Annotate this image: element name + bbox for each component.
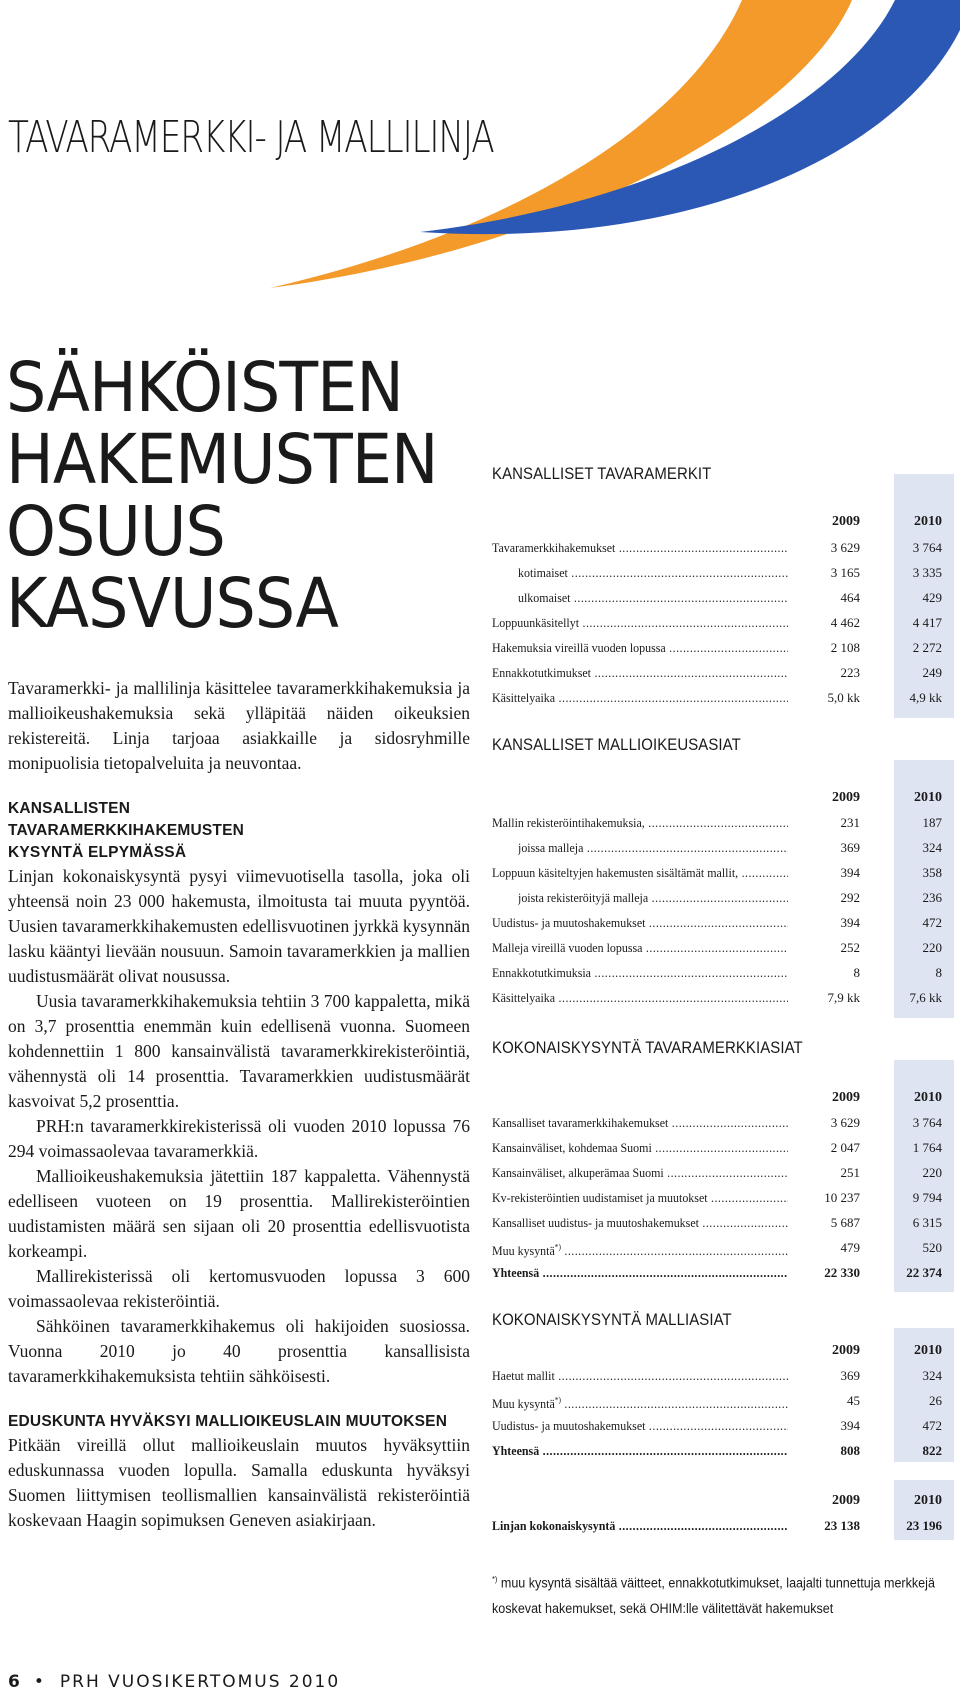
footnote-mark: *) [492, 1575, 498, 1584]
row-label-text: Muu kysyntä [492, 1396, 555, 1412]
row-label [492, 1243, 561, 1258]
year-header: 2010 [914, 514, 942, 529]
value-2009: 5,0 kk [788, 685, 860, 710]
value-2009: 223 [788, 660, 860, 685]
table-row [492, 885, 942, 910]
value-2009: 3 165 [788, 560, 860, 585]
value-2009: 369 [788, 1363, 860, 1388]
row-label: Loppuun käsiteltyjen hakemusten sisältämät mallit, [492, 865, 739, 880]
row-label: Kv-rekisteröintien uudistamiset ja muutokset [492, 1190, 708, 1205]
value-2010: 472 [922, 1418, 942, 1433]
value-2010: 324 [922, 840, 942, 855]
value-2009: 45 [788, 1388, 860, 1413]
footnote [492, 1567, 942, 1621]
row-label: Yhteensä [492, 1443, 540, 1458]
table-row [492, 1185, 942, 1210]
year-header: 2009 [788, 785, 860, 810]
value-2010: 1 764 [912, 1140, 942, 1155]
value-2010: 3 764 [912, 1115, 942, 1130]
value-2009: 231 [788, 810, 860, 835]
value-2009: 394 [788, 860, 860, 885]
value-2009: 251 [788, 1160, 860, 1185]
table-row [492, 1413, 942, 1438]
row-label: Kansalliset uudistus- ja muutoshakemukset [492, 1215, 699, 1230]
row-label: Loppuunkäsitellyt [492, 615, 580, 630]
value-2010: 220 [922, 940, 942, 955]
year-header: 2009 [788, 509, 860, 534]
value-2009: 3 629 [788, 535, 860, 560]
value-2010: 3 764 [912, 540, 942, 555]
value-2010: 324 [922, 1368, 942, 1383]
value-2010: 3 335 [912, 565, 942, 580]
headline-line: HAKEMUSTEN [6, 420, 438, 500]
publication-name: PRH VUOSIKERTOMUS 2010 [59, 1672, 341, 1692]
value-2010: 6 315 [912, 1215, 942, 1230]
year-header: 2010 [914, 790, 942, 805]
value-2009: 369 [788, 835, 860, 860]
table-row [492, 560, 942, 585]
section-heading: EDUSKUNTA HYVÄKSYI MALLIOIKEUSLAIN MUUTOKSEN [8, 1413, 448, 1430]
table-title: KOKONAISKYSYNTÄ TAVARAMERKKIASIAT [492, 1038, 803, 1057]
page-footer [8, 1672, 340, 1692]
body-column [8, 676, 470, 1533]
year-header: 2010 [914, 1493, 942, 1508]
value-2010: 9 794 [912, 1190, 942, 1205]
row-label: Käsittelyaika [492, 990, 556, 1005]
value-2010: 4,9 kk [909, 690, 942, 705]
value-2010: 26 [929, 1393, 942, 1408]
row-label: Haetut mallit [492, 1368, 555, 1383]
table-row [492, 810, 942, 835]
row-label: ulkomaiset [518, 590, 571, 605]
value-2010: 520 [922, 1240, 942, 1255]
row-label: Ennakkotutkimukset [492, 665, 592, 680]
year-header: 2009 [788, 1338, 860, 1363]
row-label-text: Muu kysyntä [492, 1243, 555, 1259]
value-2010: 187 [922, 815, 942, 830]
table-row [492, 1388, 942, 1413]
value-2009: 292 [788, 885, 860, 910]
table-row [492, 660, 942, 685]
row-label: Yhteensä [492, 1265, 540, 1280]
table-row [492, 635, 942, 660]
value-2009: 8 [788, 960, 860, 985]
row-label: Käsittelyaika [492, 690, 556, 705]
footnote-text: muu kysyntä sisältää väitteet, ennakkotutkimukset, laajalti tunnettuja merkkejä koskevat hakemukset, sekä OHIM:lle välitettävät hakemukset [492, 1575, 935, 1616]
table-row [492, 1135, 942, 1160]
value-2009: 2 047 [788, 1135, 860, 1160]
row-label: joista rekisteröityjä malleja [518, 890, 649, 905]
headline-line: OSUUS [6, 492, 225, 572]
body-paragraph: Linjan kokonaiskysyntä pysyi viimevuotisella tasolla, joka oli yhteensä noin 23 000 hakemusta, ilmoitusta tai muuta pyyntöä. Uusien tavaramerkkihakemusten edellisvuotinen jyrkkä kysynnän lasku kääntyi lievään nousuun. Samoin tavaramerkkien ja mallien uudistusmäärät olivat nousussa. [8, 866, 470, 986]
value-2010: 7,6 kk [909, 990, 942, 1005]
table-total-row [492, 1260, 942, 1285]
row-label: Linjan kokonaiskysyntä [492, 1518, 616, 1533]
value-2009: 464 [788, 585, 860, 610]
table-row [492, 960, 942, 985]
value-2009: 394 [788, 1413, 860, 1438]
row-label: Uudistus- ja muutoshakemukset [492, 1418, 646, 1433]
body-paragraph: Sähköinen tavaramerkkihakemus oli hakijoiden suosiossa. Vuonna 2010 jo 40 prosenttia kansallisista tavaramerkkihakemuksista tehtiin sähköisesti. [8, 1316, 470, 1386]
table-total-row [492, 1438, 942, 1463]
row-label: Kansainväliset, kohdemaa Suomi [492, 1140, 652, 1155]
value-2009: 252 [788, 935, 860, 960]
row-label: Kansalliset tavaramerkkihakemukset [492, 1115, 669, 1130]
value-2009: 3 629 [788, 1110, 860, 1135]
footnote-mark: *) [554, 1396, 561, 1405]
value-2009: 7,9 kk [788, 985, 860, 1010]
body-paragraph: PRH:n tavaramerkkirekisterissä oli vuoden 2010 lopussa 76 294 voimassaolevaa tavaramerkkiä. [8, 1116, 470, 1161]
body-paragraph: Mallioikeushakemuksia jätettiin 187 kappaletta. Vähennystä edelliseen vuoteen on 19 prosenttia. Mallirekisteröintien uudistamisten määrä sen sijaan oli 20 prosenttia edellisvuotista korkeampi. [8, 1166, 470, 1261]
table-row [492, 985, 942, 1010]
table-row [492, 835, 942, 860]
value-2010: 249 [922, 665, 942, 680]
section-title: TAVARAMERKKI- JA MALLILINJA [8, 112, 494, 163]
body-paragraph: Mallirekisterissä oli kertomusvuoden lopussa 3 600 voimassaolevaa rekisteröintiä. [8, 1266, 470, 1311]
value-2009: 808 [788, 1438, 860, 1463]
table-title: KANSALLISET TAVARAMERKIT [492, 464, 712, 483]
row-label [492, 1396, 561, 1411]
row-label: Mallin rekisteröintihakemuksia, [492, 815, 645, 830]
year-header: 2009 [788, 1085, 860, 1110]
table-row [492, 1235, 942, 1260]
value-2009: 4 462 [788, 610, 860, 635]
value-2010: 4 417 [912, 615, 942, 630]
intro-paragraph: Tavaramerkki- ja mallilinja käsittelee tavaramerkkihakemuksia ja mallioikeushakemuksia sekä ylläpitää näiden oikeuksien rekistereitä. Linja tarjoaa asiakkaille ja sidosryhmille monipuolisia tietopalveluita ja neuvontaa. [8, 678, 470, 773]
table-header-row [492, 1488, 942, 1513]
table-header-row [492, 1085, 942, 1110]
table-row [492, 685, 942, 710]
value-2009: 5 687 [788, 1210, 860, 1235]
year-header: 2010 [914, 1090, 942, 1105]
table-header-row [492, 509, 942, 534]
separator-dot: • [33, 1672, 46, 1692]
value-2009: 2 108 [788, 635, 860, 660]
page-number: 6 [8, 1672, 20, 1692]
row-label: Ennakkotutkimuksia [492, 965, 592, 980]
table-row [492, 910, 942, 935]
table-title: KOKONAISKYSYNTÄ MALLIASIAT [492, 1310, 732, 1329]
value-2010: 22 374 [906, 1265, 942, 1280]
headline [6, 348, 438, 644]
value-2009: 23 138 [788, 1513, 860, 1538]
value-2010: 822 [922, 1443, 942, 1458]
row-label: Kansainväliset, alkuperämaa Suomi [492, 1165, 664, 1180]
value-2010: 472 [922, 915, 942, 930]
table-row [492, 1363, 942, 1388]
table-header-row [492, 1338, 942, 1363]
table-header-row [492, 785, 942, 810]
table-title: KANSALLISET MALLIOIKEUSASIAT [492, 735, 741, 754]
table-row [492, 1160, 942, 1185]
table-row [492, 610, 942, 635]
value-2010: 236 [922, 890, 942, 905]
value-2010: 429 [922, 590, 942, 605]
year-header: 2010 [914, 1343, 942, 1358]
table-row [492, 935, 942, 960]
table-row [492, 585, 942, 610]
body-paragraph: Uusia tavaramerkkihakemuksia tehtiin 3 700 kappaletta, mikä on 3,7 prosenttia enemmän kuin edellisenä vuonna. Suomeen kohdennettiin 1 800 kansainvälistä tavaramerkkirekisteröintiä, vähennystä oli 14 prosenttia. Tavaramerkkien uudistusmäärät kasvoivat 5,2 prosenttia. [8, 991, 470, 1111]
row-label: joissa malleja [518, 840, 584, 855]
value-2010: 8 [935, 965, 942, 980]
row-label: Malleja vireillä vuoden lopussa [492, 940, 643, 955]
table-row [492, 1110, 942, 1135]
table-row [492, 1210, 942, 1235]
table-row [492, 535, 942, 560]
value-2009: 10 237 [788, 1185, 860, 1210]
footnote-mark: *) [554, 1243, 561, 1252]
section-heading: KANSALLISTEN TAVARAMERKKIHAKEMUSTEN KYSYNTÄ ELPYMÄSSÄ [8, 800, 245, 861]
row-label: kotimaiset [518, 565, 568, 580]
body-paragraph: Pitkään vireillä ollut mallioikeuslain muutos hyväksyttiin eduskunnassa vuoden lopulla. Samalla eduskunta hyväksyi Suomen liittymisen teollismallien kansainvälistä rekisteröintiä koskevaan Haagin sopimuksen Geneven asiakirjaan. [8, 1435, 470, 1530]
headline-line: SÄHKÖISTEN [6, 348, 403, 428]
row-label: Uudistus- ja muutoshakemukset [492, 915, 646, 930]
value-2009: 394 [788, 910, 860, 935]
table-row [492, 860, 942, 885]
value-2010: 23 196 [906, 1518, 942, 1533]
value-2009: 22 330 [788, 1260, 860, 1285]
year-header: 2009 [788, 1488, 860, 1513]
row-label: Tavaramerkkihakemukset [492, 540, 616, 555]
headline-line: KASVUSSA [6, 564, 338, 644]
value-2010: 220 [922, 1165, 942, 1180]
value-2010: 358 [922, 865, 942, 880]
table-total-row [492, 1513, 942, 1538]
value-2009: 479 [788, 1235, 860, 1260]
row-label: Hakemuksia vireillä vuoden lopussa [492, 640, 666, 655]
value-2010: 2 272 [912, 640, 942, 655]
